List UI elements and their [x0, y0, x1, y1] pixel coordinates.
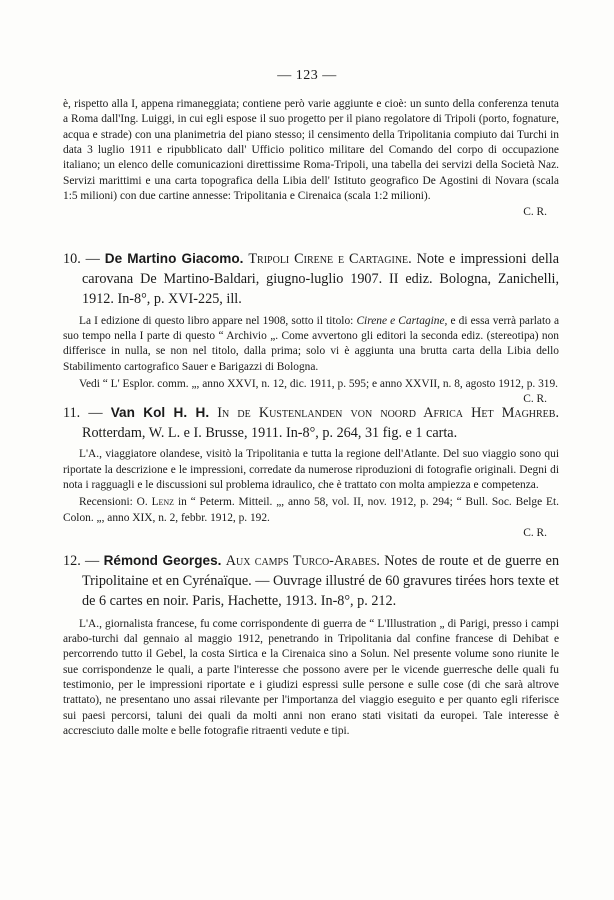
entry-10-citation: Note e impressioni della carovana De Martino-Baldari, giugno-luglio 1907. II ediz. Bologna, Zanichelli, 1912. In-8°, p. XVI-225, ill.	[82, 251, 560, 308]
entry-12-title: Aux camps Turco-Arabes.	[225, 553, 380, 569]
entry-11-author: Van Kol H. H.	[110, 405, 210, 420]
entry-10-para-italic: Cirene e Cartagine,	[356, 314, 448, 327]
entry-12-citation: Notes de route et de guerre en Tripolitaine et en Cyrénaïque. — Ouvrage illustré de 60 gravures tirées hors texte et de 6 cartes en noir. Paris, Hachette, 1913. In-8°, p. 212.	[82, 553, 560, 610]
entry-10	[63, 249, 559, 408]
entry-11-number: 11. —	[63, 405, 103, 421]
entry-10-paragraph	[63, 314, 559, 375]
intro-paragraph: è, rispetto alla I, appena rimaneggiata; contiene però varie aggiunte e cioè: un sunto della conferenza tenuta a Roma dall'Ing. Luiggi, in cui egli espose il suo progetto per il piano regolatore di Tripoli (porto, fognature, acqua e strade) con una planimetria del piano stesso; il censimento della Tripolitania compiuto dai Turchi in data 3 luglio 1911 e ripubblicato dall' Ufficio politico militare del Comando del corpo di occupazione italiano; un elenco delle comunicazioni direttissime Roma-Tripoli, una tabella dei servizi della Società Naz. Servizi marittimi e una carta topografica della Libia dell' Istituto geografico De Agostini di Novara (scala 1:5 milioni) con due cartine annesse: Tripolitania e Cirenaica (scala 1:2 milioni).	[63, 98, 559, 203]
entry-11-heading	[63, 403, 559, 443]
entry-11-title: In de Kustenlanden von noord Africa Het Maghreb.	[217, 405, 560, 421]
entry-10-author: De Martino Giacomo.	[104, 251, 244, 266]
entry-11-refs-end: in “ Peterm. Mitteil. „, anno 58, vol. II, nov. 1912, p. 294; “ Bull. Soc. Belge Et. Colon. „, anno XIX, n. 2, febbr. 1912, p. 192.	[63, 496, 559, 524]
entry-12-author: Rémond Georges.	[103, 553, 222, 568]
intro-block	[63, 97, 559, 221]
entry-10-para-start: La I edizione di questo libro appare nel 1908, sotto il titolo:	[79, 314, 354, 327]
entry-11-paragraph: L'A., viaggiatore olandese, visitò la Tripolitania e tutta la regione dell'Atlante. Del suo viaggio sono qui riportate la descrizione e le impressioni, corredate da numerose riproduzioni di fotografie originali. Degni di nota i ragguagli e le discussioni sul problema idraulico, che è trattato con molta ampiezza e competenza.	[63, 448, 559, 492]
entry-10-references: Vedi “ L' Esplor. comm. „, anno XXVI, n. 12, dic. 1911, p. 595; e anno XXVII, n. 8, agosto 1912, p. 319.	[79, 377, 559, 390]
page-number: — 123 —	[277, 68, 337, 83]
entry-10-title: Tripoli Cirene e Cartagine.	[248, 251, 412, 267]
entry-10-para-end: e di essa verrà parlato a suo tempo nella I parte di questo “ Archivio „. Come avvertono gli editori la seconda ediz. (stereotipa) non differisce in nulla, se non nel titolo, dalla prima; solo vi è aggiunta una brutta carta della Libia dello Stabilimento cartografico Sauer e Barigazzi di Bologna.	[63, 314, 560, 373]
entry-12-heading	[63, 551, 559, 612]
intro-initials: C. R.	[523, 206, 547, 219]
entry-10-heading	[63, 249, 559, 310]
entry-11-references	[63, 495, 559, 526]
entry-11-initials: C. R.	[523, 527, 547, 540]
entry-12-number: 12. —	[63, 553, 100, 569]
entry-12	[63, 551, 559, 739]
entry-11-refs-author: Lenz	[151, 496, 175, 509]
entry-11	[63, 403, 559, 541]
entry-12-paragraph: L'A., giornalista francese, fu come corrispondente di guerra de “ L'Illustration „ di Parigi, presso i campi arabo-turchi dal gennaio al maggio 1912, penetrando in Tripolitania dal confine francese di Dehibat e percorrendo tutto il Gebel, la costa Sirtica e la Cirenaica sino a Solun. Nel presente volume sono riunite le sue corrispondenze le quali, a parte l'interesse che possono avere per le vicende guerresche delle quali fu testimonio, per le impressioni riportate e i giudizi espressi sulle persone e sulle cose (di che sarà altrove trattato), ne presentano uno assai rilevante per l'importanza del viaggio eseguito e per quanto egli riferisce sui paesi percorsi, taluni dei quali da molti anni non erano stati visitati da europei. Tale interesse è accresciuto dalle molte e belle fotografie ritraenti vedute e tipi.	[63, 617, 559, 738]
entry-11-refs-start: Recensioni: O.	[79, 496, 148, 509]
entry-10-initials: C. R.	[523, 393, 547, 406]
entry-11-citation: Rotterdam, W. L. e I. Brusse, 1911. In-8°, p. 264, 31 fig. e 1 carta.	[82, 425, 458, 442]
entry-10-number: 10. —	[63, 251, 100, 267]
